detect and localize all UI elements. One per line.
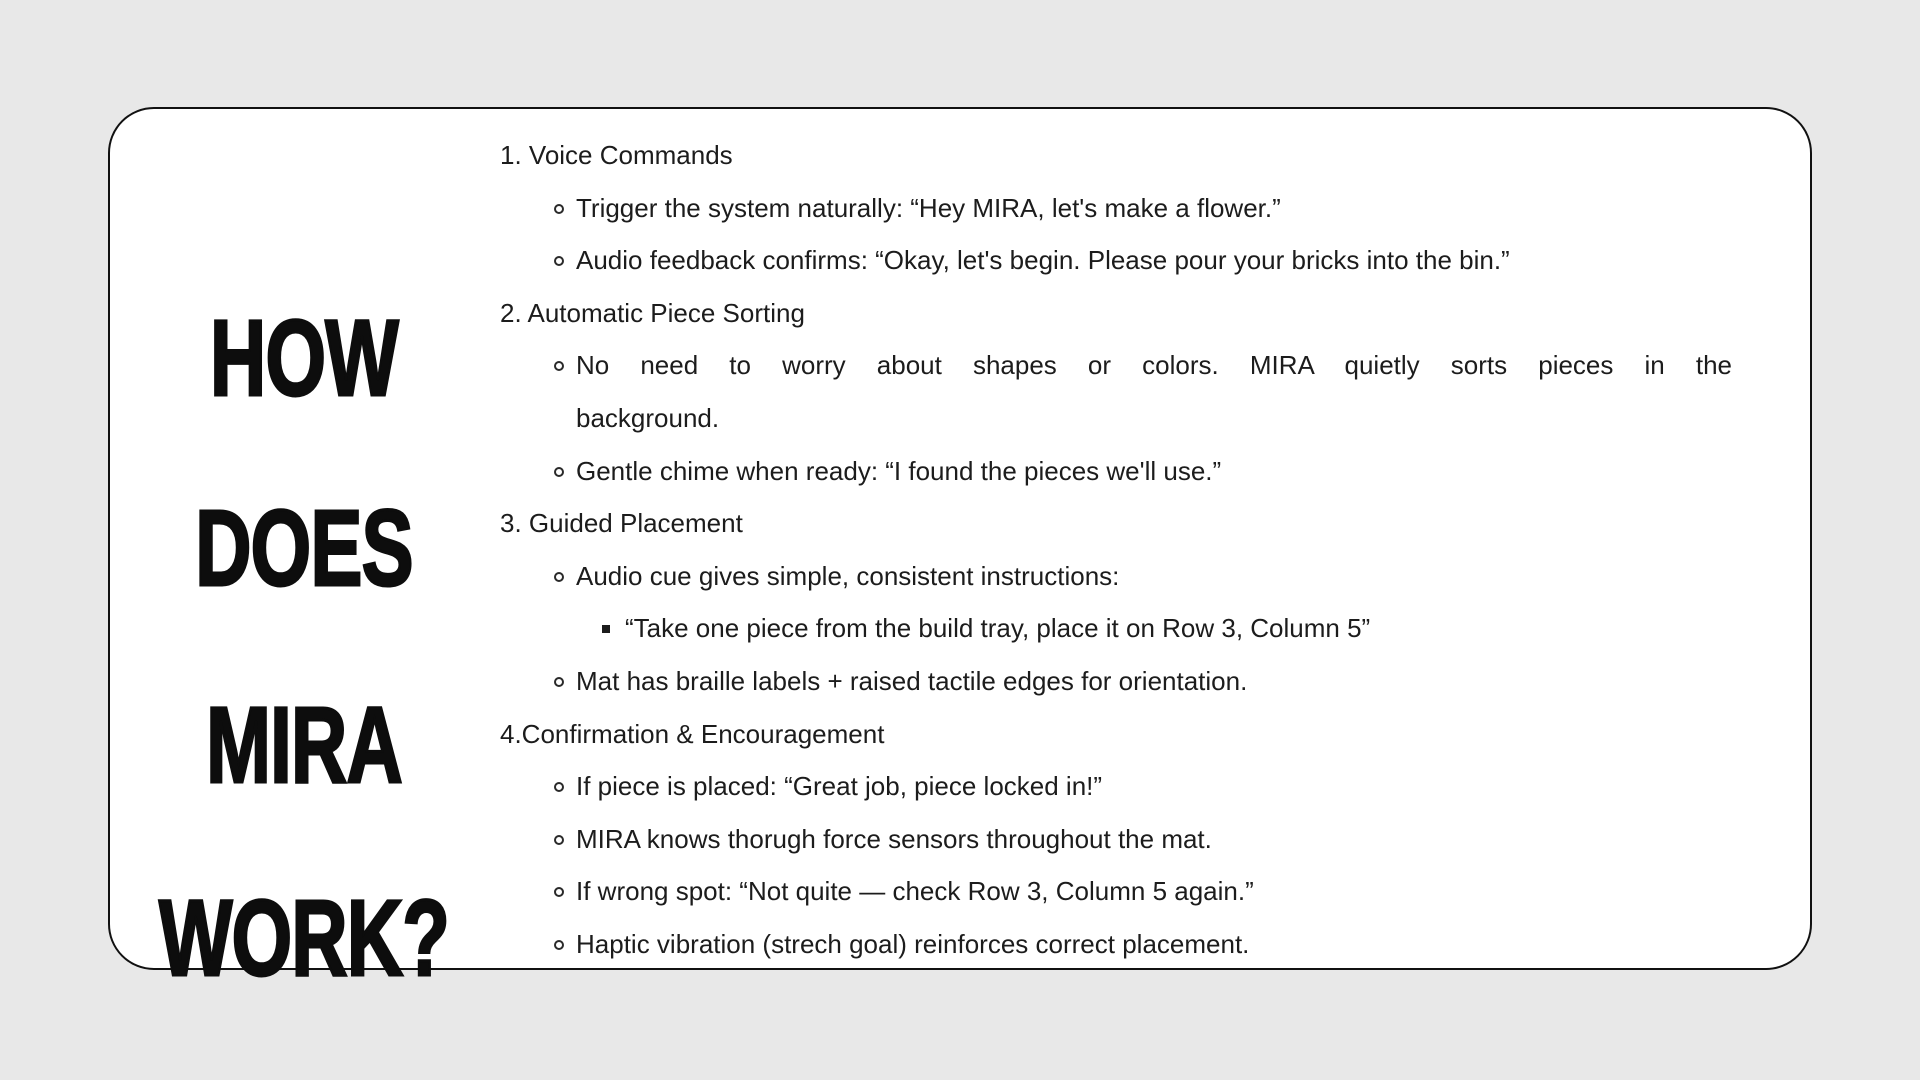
bullet-text: If wrong spot: “Not quite — check Row 3, Column 5 again.” bbox=[576, 876, 1254, 907]
bullet-text-line1: No need to worry about shapes or colors. MIRA quietly sorts pieces in the bbox=[576, 350, 1732, 381]
bullet-text: If piece is placed: “Great job, piece locked in!” bbox=[576, 771, 1103, 802]
circle-bullet-icon bbox=[554, 835, 564, 845]
numbered-item-3: 3. Guided Placement bbox=[500, 508, 743, 539]
bullet-text: Haptic vibration (strech goal) reinforces correct placement. bbox=[576, 928, 1250, 959]
bullet-text: Trigger the system naturally: “Hey MIRA, let's make a flower.” bbox=[576, 192, 1281, 223]
circle-bullet-icon bbox=[554, 361, 564, 371]
square-bullet-icon bbox=[602, 625, 610, 633]
numbered-item-1: 1. Voice Commands bbox=[500, 140, 733, 170]
list-item bbox=[500, 550, 1732, 603]
circle-bullet-icon bbox=[554, 677, 564, 687]
numbered-item-2: 2. Automatic Piece Sorting bbox=[500, 297, 805, 328]
list-item bbox=[500, 602, 1732, 655]
title-word-work: WORK? bbox=[158, 876, 450, 998]
circle-bullet-icon bbox=[554, 887, 564, 897]
list-item bbox=[500, 655, 1732, 708]
list-item bbox=[500, 339, 1732, 444]
steps-list bbox=[500, 129, 1732, 971]
bullet-text: Mat has braille labels + raised tactile edges for orientation. bbox=[576, 665, 1248, 696]
list-item bbox=[500, 182, 1732, 235]
bullet-text: MIRA knows thorugh force sensors throughout the mat. bbox=[576, 823, 1212, 854]
bullet-text: Audio cue gives simple, consistent instructions: bbox=[576, 560, 1120, 591]
list-item bbox=[500, 865, 1732, 918]
circle-bullet-icon bbox=[554, 204, 564, 214]
list-item bbox=[500, 760, 1732, 813]
circle-bullet-icon bbox=[554, 467, 564, 477]
list-item bbox=[500, 234, 1732, 287]
circle-bullet-icon bbox=[554, 940, 564, 950]
list-item bbox=[500, 918, 1732, 971]
title-word-mira: MIRA bbox=[206, 683, 402, 805]
title-word-how: HOW bbox=[210, 296, 398, 418]
numbered-item-4: 4.Confirmation & Encouragement bbox=[500, 718, 885, 749]
title-column bbox=[108, 107, 500, 998]
bullet-text: Gentle chime when ready: “I found the pieces we'll use.” bbox=[576, 455, 1222, 486]
list-item bbox=[500, 813, 1732, 866]
bullet-text-line2: background. bbox=[576, 402, 720, 433]
circle-bullet-icon bbox=[554, 572, 564, 582]
bullet-text: “Take one piece from the build tray, place it on Row 3, Column 5” bbox=[625, 613, 1371, 644]
list-item bbox=[500, 445, 1732, 498]
title-word-does: DOES bbox=[195, 486, 413, 608]
circle-bullet-icon bbox=[554, 256, 564, 266]
bullet-text: Audio feedback confirms: “Okay, let's begin. Please pour your bricks into the bin.” bbox=[576, 245, 1510, 276]
circle-bullet-icon bbox=[554, 782, 564, 792]
